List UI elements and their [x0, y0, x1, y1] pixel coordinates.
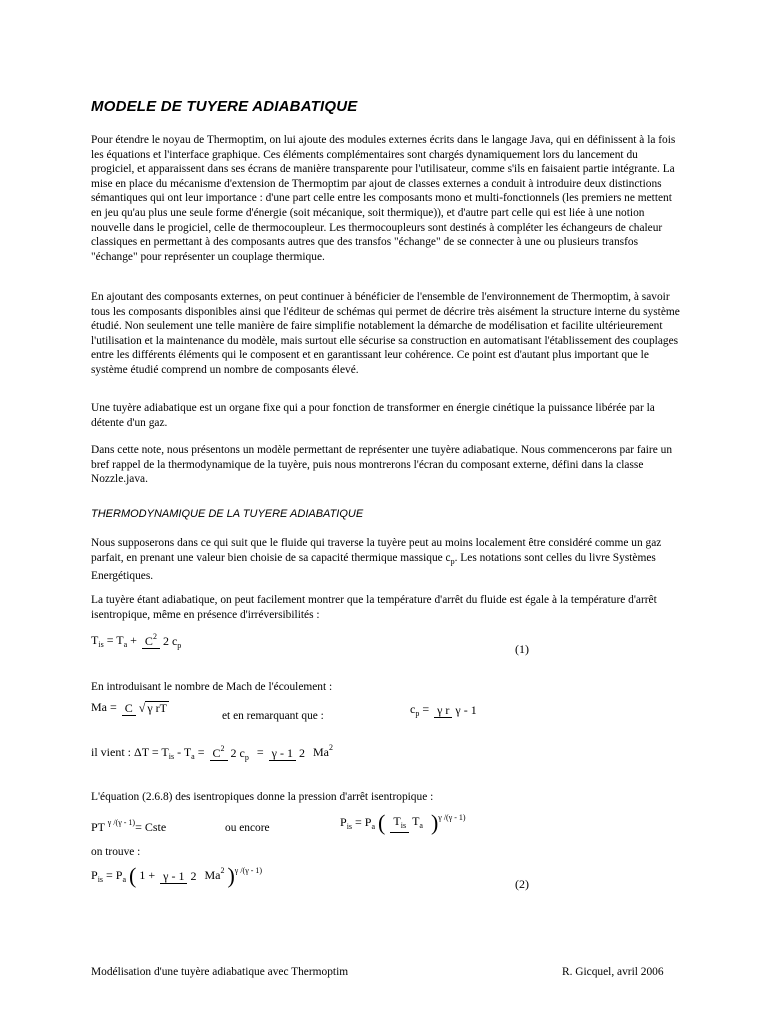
paragraph-mach-number: En introduisant le nombre de Mach de l'écoulement : — [91, 681, 333, 693]
paragraph-we-find: on trouve : — [91, 846, 141, 858]
paragraph-isentropic-equation: L'équation (2.6.8) des isentropiques donne la pression d'arrêt isentropique : — [91, 791, 434, 803]
paragraph-note-outline: Dans cette note, nous présentons un modèle permettant de représenter une tuyère adiabatique. Nous commencerons par faire un bref rappel de la thermodynamique de la tuyère, puis nous montrerons l'écran du composant externe, défini dans la classe Nozzle.java. — [91, 444, 673, 486]
or-also-text: ou encore — [225, 822, 270, 834]
paragraph-nozzle-definition: Une tuyère adiabatique est un organe fixe qui a pour fonction de transformer en énergie cinétique la puissance libérée par la détente d'un gaz. — [91, 402, 655, 429]
section-title: THERMODYNAMIQUE DE LA TUYERE ADIABATIQUE — [91, 508, 364, 520]
equation-2-number: (2) — [515, 877, 529, 891]
and-noting-text: et en remarquant que : — [222, 710, 324, 722]
equation-1-number: (1) — [515, 642, 529, 656]
document-title: MODELE DE TUYERE ADIABATIQUE — [91, 98, 358, 115]
paragraph-perfect-gas: Nous supposerons dans ce qui suit que le fluide qui traverse la tuyère peut au moins localement être considéré comme un gaz parfait, en prenant une valeur bien choisie de sa capacité thermique massique $c_p$. Les notations sont celles du livre Systèmes Energétiques. — [91, 537, 662, 583]
equation-isentropic: PT $^{\gamma /(\gamma - 1)}$= Cste — [91, 818, 167, 834]
equation-2: $P_{is} = P_a$ ( 1 + γ - 1 2 Ma$^2$ )$^{\gamma /(\gamma - 1)}$ — [91, 863, 263, 888]
paragraph-stagnation-temperature: La tuyère étant adiabatique, on peut facilement montrer que la température d'arrêt du fluide est égale à la température d'arrêt isentropique, même en présence d'irréversibilités : — [91, 594, 657, 621]
footer-right: R. Gicquel, avril 2006 — [562, 966, 664, 978]
paragraph-intro: Pour étendre le noyau de Thermoptim, on lui ajoute des modules externes écrits dans le langage Java, qui en définissent à la fois les équations et l'interface graphique. Ces éléments complémentaires sont chargés dynamiquement lors du lancement du progiciel, et apparaissent dans ses écrans de manière transparente pour l'utilisateur, comme s'ils en faisaient partie intégrante. La mise en place du mécanisme d'extension de Thermoptim par ajout de classes externes a conduit à introduire deux distinctions sémantiques qui ont leur importance : d'une part celle entre les composants mono et multi-fonctionnels (les premiers ne mettent en jeu qu'au plus une seule forme d'énergie (soit mécanique, soit thermique)), et d'autre part celle qui est liée à une notion nouvelle dans le progiciel, celle de thermocoupleur. Les thermocoupleurs sont destinés à compléter les échangeurs de chaleur classiques en permettant à des composants autres que des transfos "échange" de se connecter à une ou plusieurs transfos "échange" pour représenter un couplage thermique. — [91, 134, 676, 263]
equation-1: $T_{is} = T_a + C^2$ 2 $c_p$ — [91, 632, 182, 650]
equation-pis-ratio: $P_{is} = P_a$ ( $T_{is}$ $T_a$ )$^{\gamma /(\gamma - 1)}$ — [340, 810, 466, 835]
footer-left: Modélisation d'une tuyère adiabatique avec Thermoptim — [91, 966, 349, 978]
equation-mach: Ma = C √ γ rT — [91, 700, 168, 715]
equation-cp: $c_p = \gamma$ r γ - 1 — [410, 702, 477, 718]
paragraph-external-components: En ajoutant des composants externes, on peut continuer à bénéficier de l'ensemble de l'environnement de Thermoptim, à savoir tous les composants disponibles ainsi que l'éditeur de schémas qui permet de décrire très aisément la structure interne du système étudié. Non seulement une telle manière de faire simplifie notablement la démarche de modélisation et facilite ultérieurement l'utilisation et la maintenance du modèle, mais surtout elle sécurise sa construction en automatisant l'établissement des couplages entre les différents éléments qui le composent et en garantissant leur cohérence. Ce point est d'autant plus important que le système étudié comprend un nombre de composants élevé. — [91, 291, 680, 376]
equation-delta-t: il vient : $\Delta T = T_{is} - T_a = C^2$ 2 $c_p = \gamma - 1$ 2 Ma$^2$ — [91, 742, 333, 762]
